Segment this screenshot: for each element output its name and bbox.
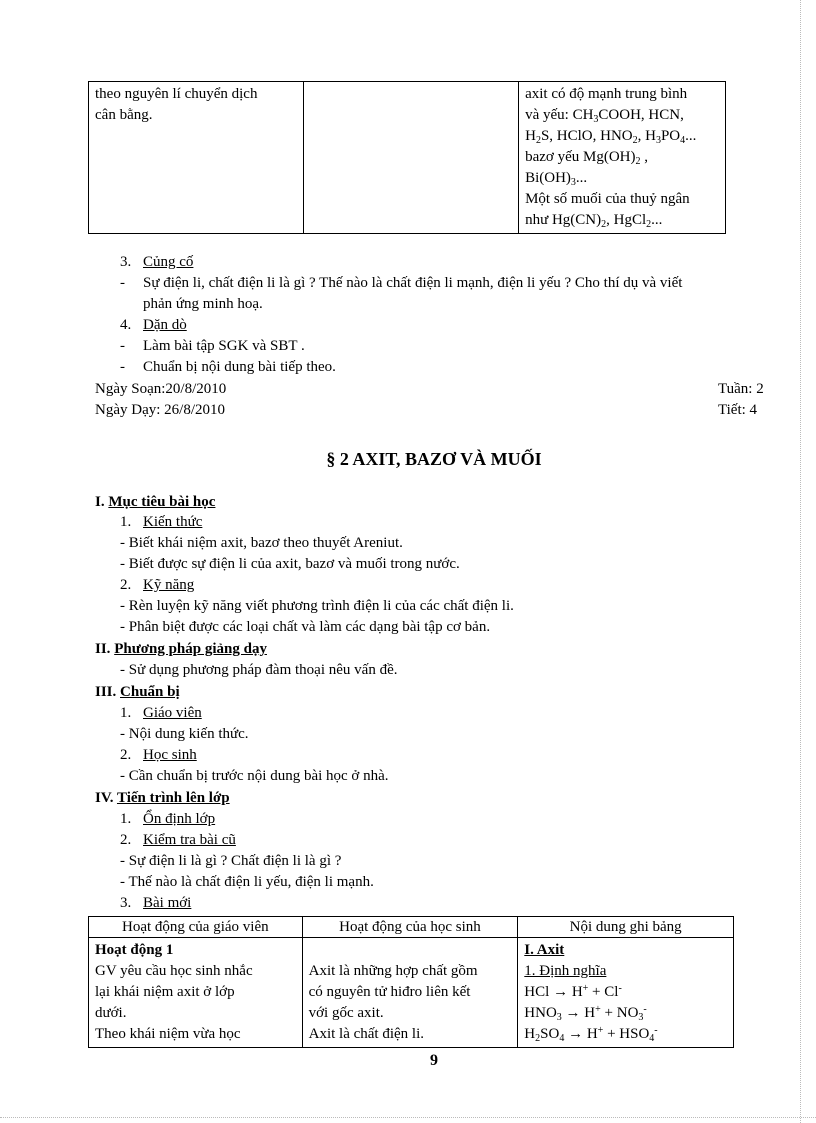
list-number: 3.	[120, 895, 132, 911]
text-line: với gốc axit.	[308, 1005, 384, 1021]
sub-title: Bài mới	[143, 895, 192, 911]
text-line: lại khái niệm axit ở lớp	[95, 984, 235, 1000]
sub-title: Học sinh	[143, 747, 197, 763]
formula-line	[525, 147, 719, 168]
subheading	[120, 832, 236, 849]
superscript: +	[582, 983, 589, 994]
list-number: 2.	[120, 577, 132, 593]
text-line: Axit là chất điện li.	[308, 1026, 424, 1042]
sub-title: Kiểm tra bài cũ	[143, 832, 236, 848]
part4-heading	[95, 790, 230, 807]
text: + NO	[600, 1005, 639, 1021]
subheading	[120, 705, 202, 722]
subscript: 4	[680, 135, 686, 146]
formula-line	[525, 105, 719, 126]
text: H	[586, 1026, 598, 1042]
top-table	[88, 81, 726, 234]
equation	[524, 1024, 727, 1045]
arrow: →	[564, 1026, 587, 1042]
text: H	[568, 984, 583, 1000]
arrow: →	[553, 984, 569, 1000]
list-number: 2.	[120, 832, 132, 848]
bullet-dash: -	[120, 275, 125, 291]
list-item: - Thế nào là chất điện li yếu, điện li mạnh.	[120, 874, 374, 890]
text: ...	[685, 128, 697, 144]
bullet-text: Chuẩn bị nội dung bài tiếp theo.	[143, 359, 336, 375]
subheading	[120, 811, 215, 828]
list-number: 1.	[120, 514, 132, 530]
activity-table	[88, 916, 734, 1048]
list-item: - Biết được sự điện li của axit, bazơ và muối trong nước.	[120, 556, 460, 572]
formula-line	[525, 168, 719, 189]
subscript: 2	[632, 135, 638, 146]
text: SO	[540, 1026, 560, 1042]
page-edge-guide	[0, 1117, 816, 1118]
list-item: - Sự điện li là gì ? Chất điện li là gì ?	[120, 853, 342, 869]
text-line: Theo khái niệm vừa học	[95, 1026, 241, 1042]
table-header: Hoạt động của giáo viên	[89, 917, 303, 938]
gv-cell	[89, 938, 303, 1048]
section-title: Củng cố	[143, 254, 194, 270]
sub-title: Ổn định lớp	[143, 811, 216, 827]
text-line: theo nguyên lí chuyển dịch	[95, 86, 258, 102]
roman-numeral: III.	[95, 684, 121, 700]
formula-line	[525, 210, 719, 231]
lesson-title: § 2 AXIT, BAZƠ VÀ MUỐI	[326, 449, 542, 469]
sub-title: Kỹ năng	[143, 577, 195, 593]
bullet-text: Làm bài tập SGK và SBT .	[143, 338, 305, 354]
superscript: +	[595, 1004, 601, 1015]
text: và yếu:	[525, 107, 573, 123]
roman-numeral: IV.	[95, 790, 117, 806]
subheading	[120, 577, 194, 594]
subscript: 3	[593, 114, 599, 125]
part-title: Tiến trình lên lớp	[116, 790, 230, 806]
text: H	[525, 128, 536, 144]
hs-cell	[302, 938, 518, 1048]
text-line: dưới.	[95, 1005, 127, 1021]
part-title: Chuẩn bị	[120, 684, 180, 700]
spacer	[309, 940, 512, 961]
bullet-text: phản ứng minh hoạ.	[143, 296, 263, 312]
subscript: 2	[646, 219, 652, 230]
roman-numeral: I.	[95, 494, 109, 510]
subscript: 3	[638, 1012, 644, 1023]
nd-cell	[518, 938, 734, 1048]
section4-heading	[120, 317, 187, 334]
text: , HgCl	[606, 212, 647, 228]
superscript: +	[597, 1025, 604, 1036]
text-line: có nguyên tử hiđro liên kết	[308, 984, 471, 1000]
text-line: Một số muối của thuỷ ngân	[525, 191, 690, 207]
page-number: 9	[430, 1052, 438, 1069]
bullet-dash: -	[120, 338, 125, 354]
roman-numeral: II.	[95, 641, 115, 657]
text-line: GV yêu cầu học sinh nhắc	[95, 963, 253, 979]
subheading	[120, 514, 202, 531]
text: HNO	[524, 1005, 557, 1021]
list-item: - Phân biệt được các loại chất và làm các dạng bài tập cơ bản.	[120, 619, 491, 635]
text: H	[584, 1005, 596, 1021]
sub-title: Giáo viên	[143, 705, 202, 721]
arrow: →	[561, 1005, 585, 1021]
text: + HSO	[603, 1026, 650, 1042]
subheading	[120, 747, 197, 764]
subheading	[120, 895, 191, 912]
subscript: 2	[601, 219, 607, 230]
section3-heading	[120, 254, 193, 271]
part-title: Phương pháp giảng dạy	[114, 641, 267, 657]
section-title: Dặn dò	[143, 317, 187, 333]
text: ...	[651, 212, 663, 228]
subscript: 3	[570, 177, 576, 188]
list-item: - Cần chuẩn bị trước nội dung bài học ở nhà.	[120, 768, 389, 784]
text: bazơ yếu Mg(OH)	[525, 149, 636, 165]
list-number: 1.	[120, 705, 132, 721]
tuan: Tuần: 2	[718, 381, 764, 397]
list-number: 1.	[120, 811, 132, 827]
subscript: 2	[635, 156, 641, 167]
part1-heading	[95, 494, 215, 511]
formula-line	[525, 126, 719, 147]
table-header: Nội dung ghi bảng	[518, 917, 734, 938]
text: Bi(OH)	[525, 170, 571, 186]
part3-heading	[95, 684, 180, 701]
list-item: - Sử dụng phương pháp đàm thoại nêu vấn đề.	[120, 662, 398, 678]
list-number: 3.	[120, 254, 132, 270]
text: ...	[575, 170, 588, 186]
text-line: axit có độ mạnh trung bình	[525, 86, 688, 102]
list-item: - Rèn luyện kỹ năng viết phương trình điện li của các chất điện li.	[120, 598, 514, 614]
list-item: - Nội dung kiến thức.	[120, 726, 249, 742]
part-title: Mục tiêu bài học	[108, 494, 216, 510]
superscript: -	[618, 983, 622, 994]
tiet: Tiết: 4	[718, 402, 758, 418]
subscript: 2	[535, 1033, 541, 1044]
list-item: - Biết khái niệm axit, bazơ theo thuyết Areniut.	[120, 535, 403, 551]
subscript: 4	[649, 1033, 655, 1044]
table-header: Hoạt động của học sinh	[302, 917, 518, 938]
bullet-dash: -	[120, 359, 125, 375]
top-table-col3	[519, 82, 726, 234]
text: PO	[660, 128, 681, 144]
subscript: 3	[655, 135, 661, 146]
text: ,	[640, 149, 648, 165]
content-subtitle	[524, 961, 727, 982]
text: HCl	[524, 984, 554, 1000]
text: như Hg(CN)	[525, 212, 602, 228]
text: H	[524, 1026, 536, 1042]
text: , H	[637, 128, 656, 144]
page-edge-guide	[800, 0, 801, 1123]
bullet-text: Sự điện li, chất điện li là gì ? Thế nào là chất điện li mạnh, điện li yếu ? Cho thí dụ và viết	[143, 275, 683, 291]
superscript: -	[643, 1004, 647, 1015]
activity-title: Hoạt động 1	[95, 942, 174, 958]
text: COOH, HCN,	[598, 107, 684, 123]
ngay-soan: Ngày Soạn:20/8/2010	[95, 381, 227, 397]
text-line: Axit là những hợp chất gồm	[308, 963, 478, 979]
top-table-col1	[89, 82, 304, 234]
top-table-col2	[304, 82, 519, 234]
subscript: 3	[556, 1012, 562, 1023]
part2-heading	[95, 641, 267, 658]
superscript: -	[654, 1025, 658, 1036]
text-line: cân bằng.	[95, 107, 153, 123]
equation	[524, 982, 727, 1003]
text: + Cl	[588, 984, 619, 1000]
text: CH	[572, 107, 594, 123]
list-number: 2.	[120, 747, 132, 763]
text: 1. Định nghĩa	[524, 963, 607, 979]
ngay-day: Ngày Dạy: 26/8/2010	[95, 402, 225, 418]
content-title: I. Axit	[524, 942, 565, 958]
subscript: 4	[559, 1033, 565, 1044]
list-number: 4.	[120, 317, 132, 333]
sub-title: Kiến thức	[143, 514, 203, 530]
subscript: 2	[535, 135, 541, 146]
equation	[524, 1003, 727, 1024]
text: S, HClO, HNO	[540, 128, 633, 144]
